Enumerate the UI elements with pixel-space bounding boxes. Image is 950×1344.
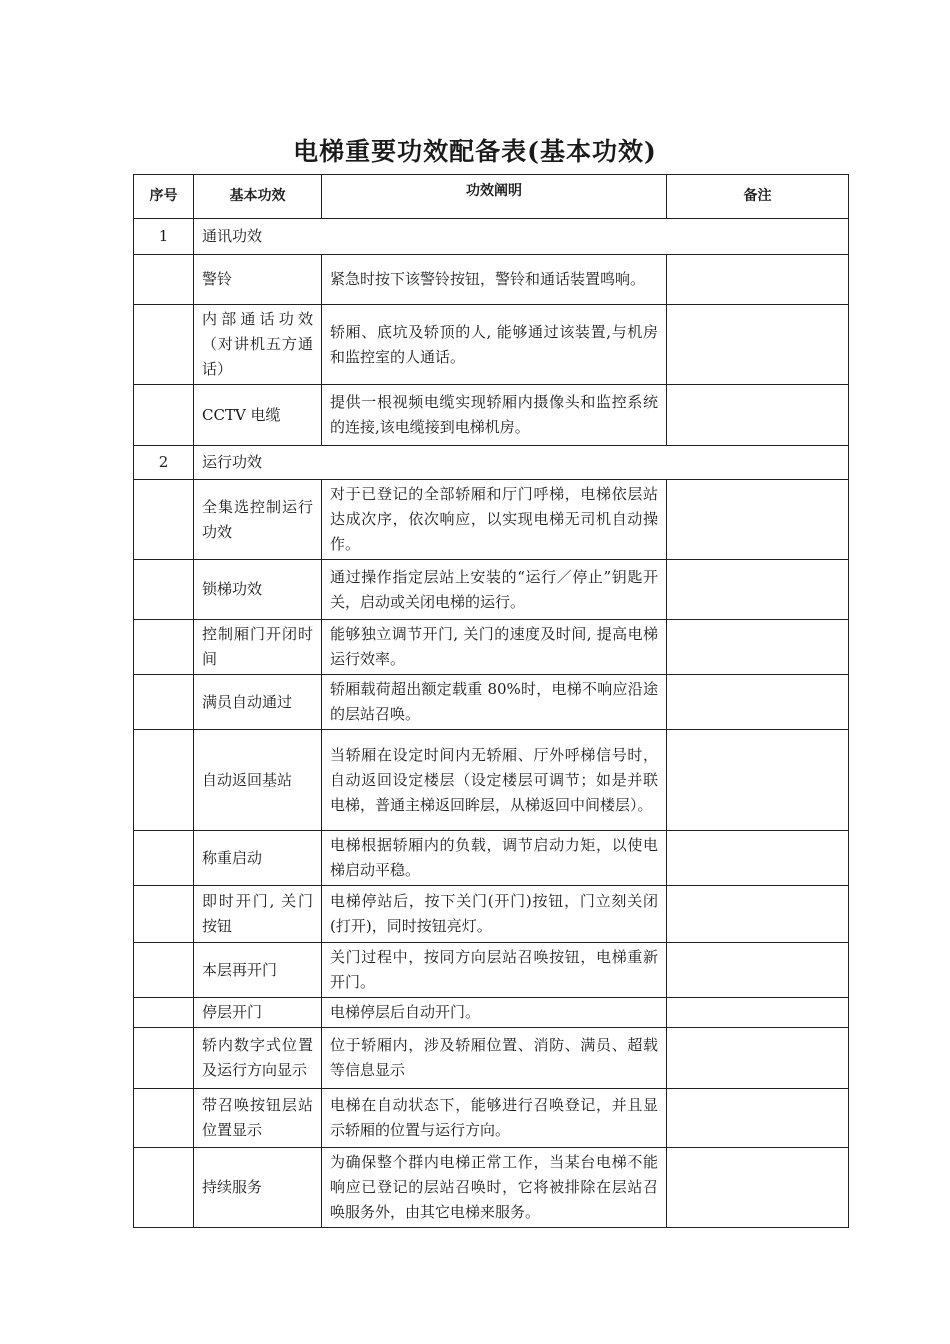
table-row (134, 385, 849, 446)
section-title: 运行功效 (194, 446, 849, 480)
row-seq-cell (134, 385, 194, 446)
row-note (667, 1148, 849, 1228)
row-function: 本层再开门 (194, 943, 322, 998)
row-seq-cell (134, 1028, 194, 1089)
row-description: 位于轿厢内，涉及轿厢位置、消防、满员、超载等信息显示 (322, 1028, 667, 1089)
row-function: 控制厢门开闭时间 (194, 620, 322, 675)
section-seq: 1 (134, 219, 194, 255)
table-row (134, 1148, 849, 1228)
table-row (134, 943, 849, 998)
row-description: 电梯根据轿厢内的负载，调节启动力矩，以使电梯启动平稳。 (322, 831, 667, 886)
row-function: CCTV 电缆 (194, 385, 322, 446)
row-function: 即时开门, 关门按钮 (194, 886, 322, 943)
row-function: 称重启动 (194, 831, 322, 886)
row-description: 通过操作指定层站上安装的“运行／停止”钥匙开关，启动或关闭电梯的运行。 (322, 560, 667, 620)
row-note (667, 305, 849, 385)
row-note (667, 675, 849, 730)
row-seq-cell (134, 480, 194, 560)
row-seq-cell (134, 620, 194, 675)
row-seq-cell (134, 886, 194, 943)
header-description: 功效阐明 (322, 175, 667, 219)
row-function: 满员自动通过 (194, 675, 322, 730)
page-title: 电梯重要功效配备表(基本功效) (293, 137, 657, 166)
row-function: 全集选控制运行功效 (194, 480, 322, 560)
row-note (667, 1089, 849, 1148)
row-description: 为确保整个群内电梯正常工作，当某台电梯不能响应已登记的层站召唤时，它将被排除在层站召唤服务外，由其它电梯来服务。 (322, 1148, 667, 1228)
table-row (134, 1089, 849, 1148)
row-seq-cell (134, 943, 194, 998)
section-seq: 2 (134, 446, 194, 480)
row-note (667, 886, 849, 943)
row-description: 轿厢载荷超出额定载重 80%时，电梯不响应沿途的层站召唤。 (322, 675, 667, 730)
row-function: 持续服务 (194, 1148, 322, 1228)
row-seq-cell (134, 1089, 194, 1148)
row-seq-cell (134, 675, 194, 730)
row-note (667, 998, 849, 1028)
row-note (667, 620, 849, 675)
function-table (133, 174, 849, 1228)
section-title: 通讯功效 (194, 219, 849, 255)
row-seq-cell (134, 305, 194, 385)
table-row (134, 998, 849, 1028)
row-description: 提供一根视频电缆实现轿厢内摄像头和监控系统的连接,该电缆接到电梯机房。 (322, 385, 667, 446)
row-description: 电梯停层后自动开门。 (322, 998, 667, 1028)
row-description: 紧急时按下该警铃按钮，警铃和通话装置鸣响。 (322, 255, 667, 305)
row-note (667, 730, 849, 831)
header-seq: 序号 (134, 175, 194, 219)
section-row (134, 219, 849, 255)
row-function: 警铃 (194, 255, 322, 305)
table-row (134, 1028, 849, 1089)
row-note (667, 831, 849, 886)
table-row (134, 480, 849, 560)
section-row (134, 446, 849, 480)
row-note (667, 560, 849, 620)
row-description: 电梯停站后，按下关门(开门)按钮，门立刻关闭(打开)，同时按钮亮灯。 (322, 886, 667, 943)
row-description: 对于已登记的全部轿厢和厅门呼梯，电梯依层站达成次序，依次响应，以实现电梯无司机自动操作。 (322, 480, 667, 560)
row-note (667, 1028, 849, 1089)
row-description: 能够独立调节开门, 关门的速度及时间, 提高电梯运行效率。 (322, 620, 667, 675)
table-row (134, 620, 849, 675)
row-note (667, 480, 849, 560)
row-note (667, 255, 849, 305)
row-description: 轿厢、底坑及轿顶的人, 能够通过该装置,与机房和监控室的人通话。 (322, 305, 667, 385)
row-description: 当轿厢在设定时间内无轿厢、厅外呼梯信号时，自动返回设定楼层（设定楼层可调节；如是并联电梯，普通主梯返回眸层，从梯返回中间楼层）。 (322, 730, 667, 831)
row-description: 关门过程中，按同方向层站召唤按钮，电梯重新开门。 (322, 943, 667, 998)
table-row (134, 730, 849, 831)
table-row (134, 831, 849, 886)
table-header-row (134, 175, 849, 219)
row-function: 内部通话功效（对讲机五方通话） (194, 305, 322, 385)
row-note (667, 943, 849, 998)
table-row (134, 560, 849, 620)
row-function: 停层开门 (194, 998, 322, 1028)
row-seq-cell (134, 1148, 194, 1228)
row-function: 轿内数字式位置及运行方向显示 (194, 1028, 322, 1089)
table-row (134, 305, 849, 385)
table-row (134, 886, 849, 943)
row-function: 自动返回基站 (194, 730, 322, 831)
header-note: 备注 (667, 175, 849, 219)
row-seq-cell (134, 998, 194, 1028)
row-function: 锁梯功效 (194, 560, 322, 620)
row-seq-cell (134, 560, 194, 620)
row-seq-cell (134, 255, 194, 305)
row-function: 带召唤按钮层站位置显示 (194, 1089, 322, 1148)
row-seq-cell (134, 831, 194, 886)
row-note (667, 385, 849, 446)
row-seq-cell (134, 730, 194, 831)
table-row (134, 255, 849, 305)
row-description: 电梯在自动状态下，能够进行召唤登记，并且显示轿厢的位置与运行方向。 (322, 1089, 667, 1148)
header-function: 基本功效 (194, 175, 322, 219)
table-row (134, 675, 849, 730)
